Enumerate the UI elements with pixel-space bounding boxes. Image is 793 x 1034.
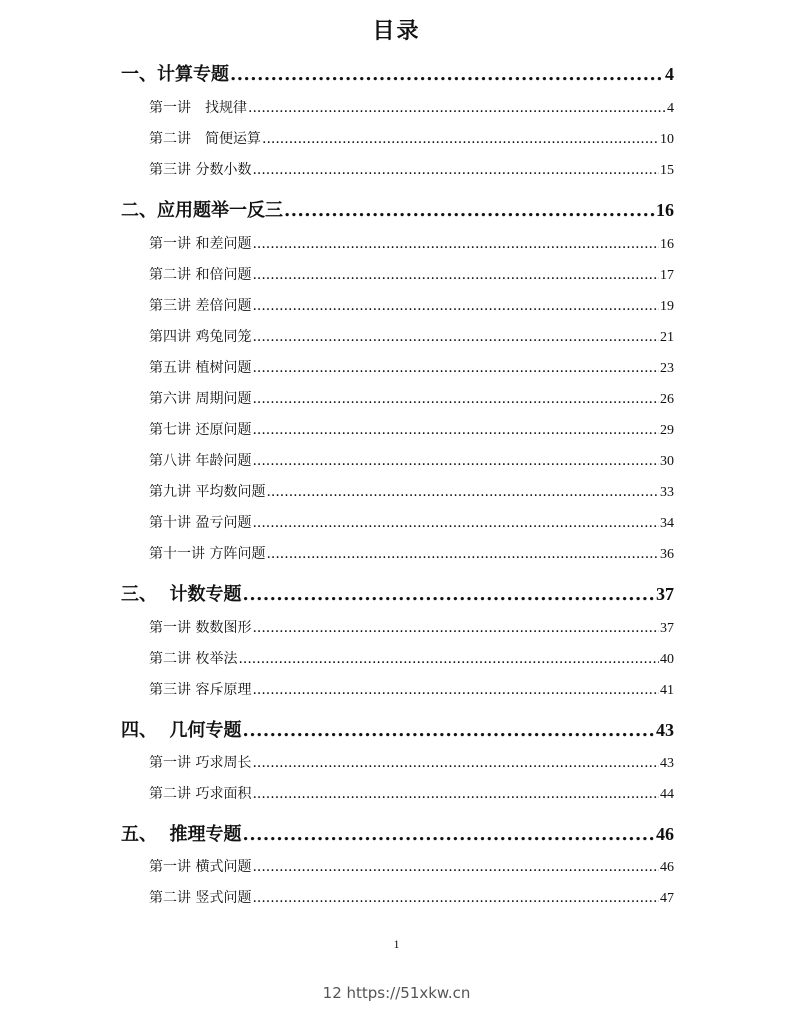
toc-entry-page-number: 19: [660, 299, 674, 314]
dot-leader: [243, 584, 655, 605]
dot-leader: [230, 64, 664, 85]
toc-entry-page-number: 40: [660, 652, 674, 667]
dot-leader: [252, 453, 659, 469]
toc-entry-label: 第二讲 枚举法: [149, 651, 238, 667]
toc-chapter-entry[interactable]: [121, 580, 674, 606]
toc-entry-page-number: 37: [656, 584, 674, 604]
toc-title: 目录: [372, 19, 421, 44]
toc-entry-label: 第七讲 还原问题: [149, 422, 252, 438]
toc-entry-page-number: 46: [660, 860, 674, 875]
dot-leader: [284, 200, 655, 221]
toc-entry-label: 第十讲 盈亏问题: [149, 515, 252, 531]
toc-entry-page-number: 34: [660, 516, 674, 531]
toc-lecture-entry[interactable]: [149, 97, 674, 117]
dot-leader: [252, 515, 659, 531]
dot-leader: [243, 720, 655, 741]
toc-entry-label: 第一讲 和差问题: [149, 236, 252, 252]
toc-lecture-entry[interactable]: [149, 388, 674, 408]
toc-entry-page-number: 37: [660, 621, 674, 636]
toc-entry-label: 五、 推理专题: [121, 824, 242, 845]
toc-entry-label: 第二讲 简便运算: [149, 131, 261, 147]
toc-entry-page-number: 36: [660, 547, 674, 562]
toc-entry-label: 二、应用题举一反三: [121, 200, 283, 221]
toc-lecture-entry[interactable]: [149, 856, 674, 876]
toc-lecture-entry[interactable]: [149, 648, 674, 668]
dot-leader: [252, 682, 659, 698]
toc-lecture-entry[interactable]: [149, 543, 674, 563]
toc-entry-page-number: 33: [660, 485, 674, 500]
toc-entry-page-number: 16: [656, 200, 674, 220]
toc-lecture-entry[interactable]: [149, 128, 674, 148]
toc-entry-label: 第四讲 鸡兔同笼: [149, 329, 252, 345]
toc-entry-label: 第五讲 植树问题: [149, 360, 252, 376]
dot-leader: [252, 236, 659, 252]
dot-leader: [248, 100, 666, 116]
toc-lecture-entry[interactable]: [149, 887, 674, 907]
toc-entry-page-number: 4: [665, 64, 674, 84]
dot-leader: [266, 484, 659, 500]
toc-entry-label: 第三讲 差倍问题: [149, 298, 252, 314]
toc-lecture-entry[interactable]: [149, 419, 674, 439]
dot-leader: [252, 360, 659, 376]
toc-entry-label: 三、 计数专题: [121, 584, 242, 605]
toc-entry-page-number: 15: [660, 163, 674, 178]
toc-lecture-entry[interactable]: [149, 233, 674, 253]
toc-entry-page-number: 41: [660, 683, 674, 698]
toc-lecture-entry[interactable]: [149, 617, 674, 637]
toc-entry-label: 第一讲 找规律: [149, 100, 247, 116]
toc-lecture-entry[interactable]: [149, 326, 674, 346]
toc-chapter-entry[interactable]: [121, 60, 674, 86]
toc-entry-label: 第八讲 年龄问题: [149, 453, 252, 469]
toc-lecture-entry[interactable]: [149, 159, 674, 179]
toc-lecture-entry[interactable]: [149, 752, 674, 772]
toc-entry-label: 第一讲 巧求周长: [149, 755, 252, 771]
toc-entry-label: 第二讲 竖式问题: [149, 890, 252, 906]
toc-lecture-entry[interactable]: [149, 783, 674, 803]
toc-entry-label: 第二讲 巧求面积: [149, 786, 252, 802]
toc-entry-page-number: 16: [660, 237, 674, 252]
toc-entry-page-number: 44: [660, 787, 674, 802]
toc-entry-page-number: 30: [660, 454, 674, 469]
watermark-url: 12 https://51xkw.cn: [322, 984, 471, 1002]
toc-lecture-entry[interactable]: [149, 264, 674, 284]
toc-entry-label: 第十一讲 方阵问题: [149, 546, 266, 562]
dot-leader: [243, 824, 655, 845]
toc-lecture-entry[interactable]: [149, 450, 674, 470]
toc-entry-label: 第一讲 数数图形: [149, 620, 252, 636]
toc-entry-page-number: 10: [660, 132, 674, 147]
toc-lecture-entry[interactable]: [149, 679, 674, 699]
dot-leader: [252, 422, 659, 438]
dot-leader: [252, 391, 659, 407]
dot-leader: [252, 620, 659, 636]
dot-leader: [252, 786, 659, 802]
toc-lecture-entry[interactable]: [149, 512, 674, 532]
toc-lecture-entry[interactable]: [149, 481, 674, 501]
toc-entry-page-number: 21: [660, 330, 674, 345]
toc-chapter-entry[interactable]: [121, 196, 674, 222]
toc-lecture-entry[interactable]: [149, 295, 674, 315]
toc-entry-label: 四、 几何专题: [121, 720, 242, 741]
toc-entry-page-number: 46: [656, 824, 674, 844]
toc-entry-page-number: 23: [660, 361, 674, 376]
toc-entry-label: 第一讲 横式问题: [149, 859, 252, 875]
dot-leader: [252, 890, 659, 906]
toc-entry-page-number: 26: [660, 392, 674, 407]
dot-leader: [262, 131, 659, 147]
toc-entry-page-number: 29: [660, 423, 674, 438]
toc-entry-label: 一、计算专题: [121, 64, 229, 85]
toc-entry-label: 第九讲 平均数问题: [149, 484, 266, 500]
toc-entry-label: 第二讲 和倍问题: [149, 267, 252, 283]
dot-leader: [252, 329, 659, 345]
dot-leader: [266, 546, 659, 562]
dot-leader: [252, 267, 659, 283]
toc-entry-page-number: 17: [660, 268, 674, 283]
toc-lecture-entry[interactable]: [149, 357, 674, 377]
dot-leader: [252, 162, 659, 178]
toc-entry-page-number: 4: [667, 101, 674, 116]
toc-chapter-entry[interactable]: [121, 716, 674, 742]
dot-leader: [252, 298, 659, 314]
page-number: 1: [393, 937, 400, 951]
toc-entry-page-number: 47: [660, 891, 674, 906]
toc-entry-label: 第三讲 容斥原理: [149, 682, 252, 698]
dot-leader: [252, 859, 659, 875]
dot-leader: [252, 755, 659, 771]
toc-entry-page-number: 43: [660, 756, 674, 771]
toc-entry-label: 第三讲 分数小数: [149, 162, 252, 178]
toc-chapter-entry[interactable]: [121, 820, 674, 846]
dot-leader: [238, 651, 659, 667]
toc-entry-label: 第六讲 周期问题: [149, 391, 252, 407]
toc-entry-page-number: 43: [656, 720, 674, 740]
